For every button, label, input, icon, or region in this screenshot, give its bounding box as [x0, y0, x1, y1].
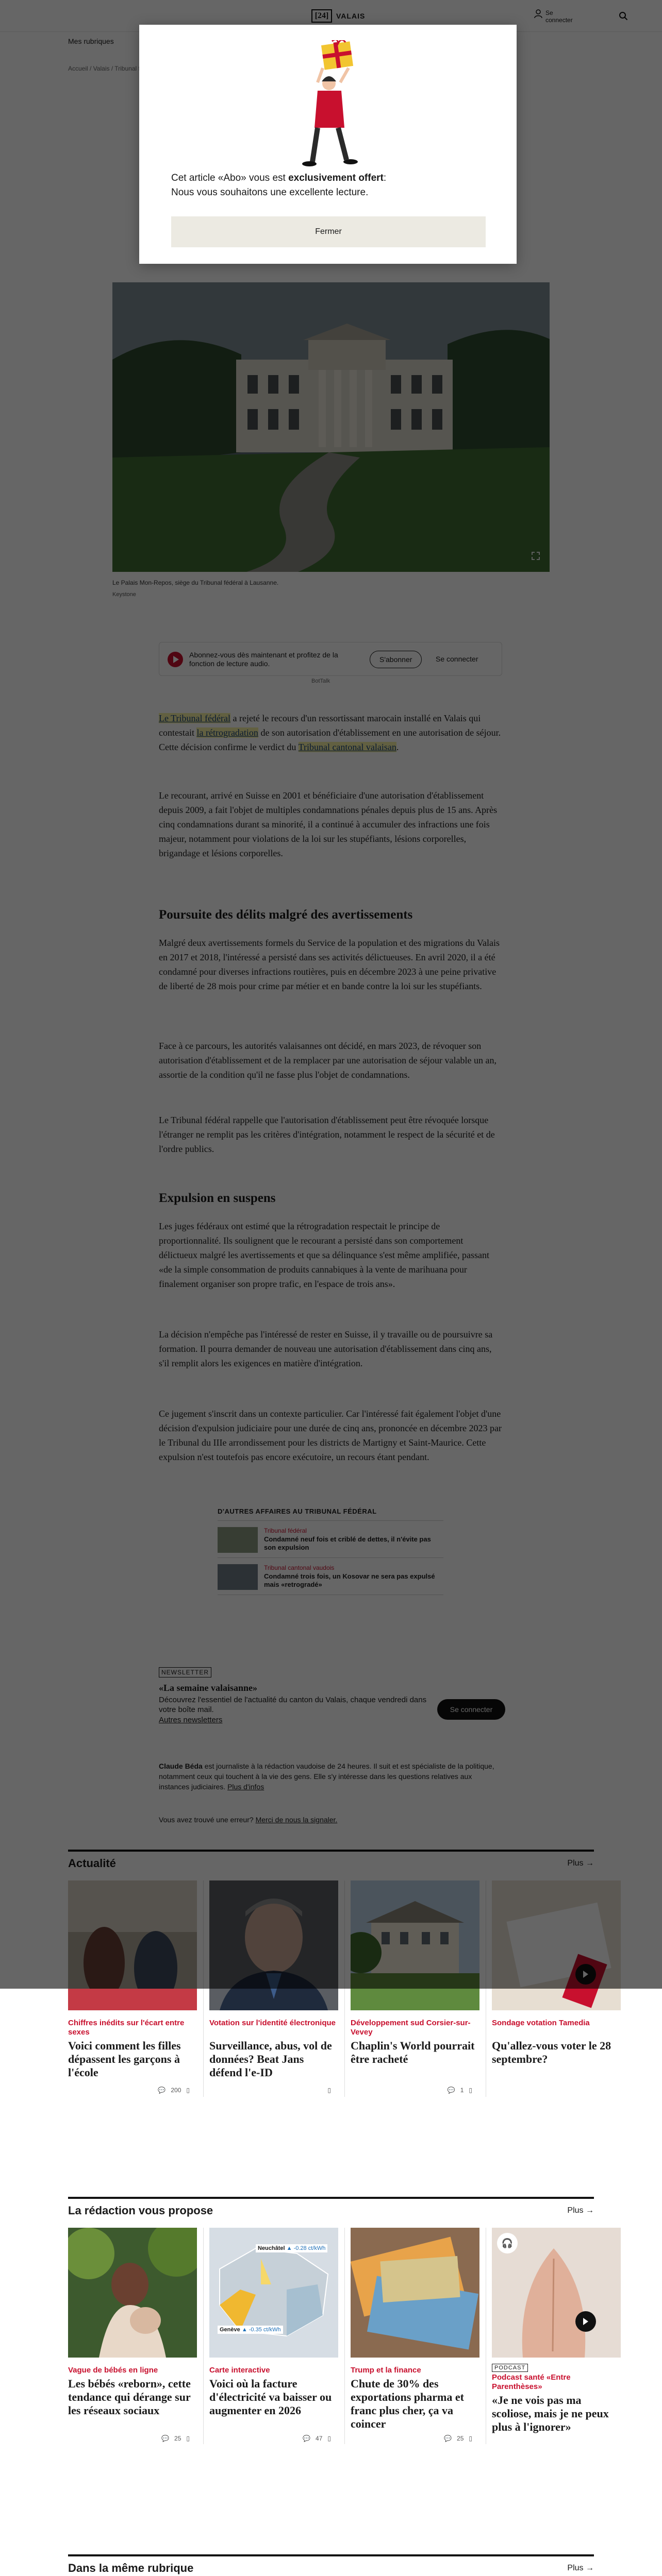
article-card[interactable] — [492, 2228, 621, 2449]
section-header — [68, 2197, 594, 2222]
modal-subtext: Nous vous souhaitons une excellente lecture. — [171, 187, 369, 198]
card-title: Surveillance, abus, vol de données? Beat Jans défend l'e-ID — [209, 2039, 332, 2079]
modal-text-bold: exclusivement offert — [288, 173, 384, 183]
card-kicker: Sondage votation Tamedia — [492, 2019, 590, 2027]
article-card[interactable] — [351, 2228, 479, 2449]
map-city-2: Genève — [220, 2327, 240, 2333]
card-carousel — [68, 2228, 662, 2449]
card-meta — [303, 2435, 331, 2442]
carousel-next-button[interactable] — [575, 2311, 596, 2332]
card-title: Chaplin's World pourrait être racheté — [351, 2039, 475, 2065]
card-image — [351, 2228, 479, 2358]
gift-illustration-icon — [287, 40, 369, 169]
card-title: Chute de 30% des exportations pharma et franc plus cher, ça va coincer — [351, 2377, 464, 2430]
article-card[interactable] — [68, 2228, 197, 2449]
bookmark-icon[interactable]: ▯ — [327, 2435, 331, 2442]
card-title: Qu'allez-vous voter le 28 septembre? — [492, 2039, 611, 2065]
comment-count: 47 — [316, 2435, 323, 2442]
modal-message — [171, 171, 491, 200]
card-title: Voici comment les filles dépassent les garçons à l'école — [68, 2039, 181, 2079]
map-label-1 — [256, 2244, 327, 2252]
card-image — [492, 2228, 621, 2358]
comment-icon: 💬 — [158, 2087, 166, 2094]
comment-count: 25 — [174, 2435, 181, 2442]
card-meta — [327, 2087, 331, 2094]
section-rubrique — [68, 2554, 594, 2576]
section-title: La rédaction vous propose — [68, 2204, 213, 2217]
card-meta — [158, 2087, 190, 2094]
section-title: Dans la même rubrique — [68, 2562, 194, 2574]
bookmark-icon[interactable]: ▯ — [327, 2087, 331, 2094]
comment-icon: 💬 — [444, 2435, 452, 2442]
card-meta — [161, 2435, 190, 2442]
map-label-2 — [218, 2326, 283, 2334]
card-title: Voici où la facture d'électricité va baisser ou augmenter en 2026 — [209, 2377, 332, 2417]
card-kicker: Carte interactive — [209, 2366, 270, 2375]
card-separator — [203, 2228, 204, 2444]
card-meta — [448, 2087, 472, 2094]
map-value-2: ▲ -0.35 ct/kWh — [241, 2327, 281, 2333]
comment-count: 200 — [171, 2087, 181, 2094]
map-value-1: ▲ -0.28 ct/kWh — [286, 2245, 326, 2251]
comment-count: 1 — [460, 2087, 464, 2094]
section-more-link[interactable] — [567, 2564, 594, 2573]
card-kicker: Chiffres inédits sur l'écart entre sexes — [68, 2019, 185, 2037]
section-redaction — [68, 2197, 609, 2442]
section-header — [68, 2554, 594, 2576]
card-kicker: Développement sud Corsier-sur-Vevey — [351, 2019, 471, 2037]
bookmark-icon[interactable]: ▯ — [469, 2435, 472, 2442]
arrow-right-icon: → — [586, 2206, 594, 2215]
card-kicker: Trump et la finance — [351, 2366, 421, 2375]
headphones-icon: 🎧 — [497, 2233, 518, 2253]
card-kicker: Podcast santé «Entre Parenthèses» — [492, 2373, 571, 2391]
card-meta — [444, 2435, 472, 2442]
comment-count: 25 — [457, 2435, 464, 2442]
more-label: Plus — [567, 2564, 584, 2572]
comment-icon: 💬 — [303, 2435, 311, 2442]
modal-text-prefix: Cet article «Abo» vous est — [171, 173, 289, 183]
comment-icon: 💬 — [447, 2087, 455, 2094]
arrow-right-icon: → — [586, 2564, 594, 2572]
card-kicker: Vague de bébés en ligne — [68, 2366, 158, 2375]
card-title: Les bébés «reborn», cette tendance qui dérange sur les réseaux sociaux — [68, 2377, 191, 2417]
card-title: «Je ne vois pas ma scoliose, mais je ne peux plus à l'ignorer» — [492, 2394, 609, 2433]
card-image — [209, 2228, 338, 2358]
section-more-link[interactable] — [567, 2206, 594, 2215]
podcast-badge-wrap — [492, 2363, 528, 2372]
modal-text-suffix: : — [383, 173, 387, 183]
bookmark-icon[interactable]: ▯ — [469, 2087, 472, 2094]
card-kicker: Votation sur l'identité électronique — [209, 2019, 336, 2027]
modal-close-button[interactable]: Fermer — [171, 216, 486, 247]
card-separator — [344, 2228, 345, 2444]
article-card[interactable] — [209, 2228, 338, 2449]
gift-article-modal — [139, 25, 517, 264]
bookmark-icon[interactable]: ▯ — [186, 2087, 190, 2094]
comment-icon: 💬 — [161, 2435, 170, 2442]
podcast-badge: PODCAST — [492, 2364, 528, 2372]
card-image — [68, 2228, 197, 2358]
more-label: Plus — [567, 2206, 584, 2215]
bookmark-icon[interactable]: ▯ — [186, 2435, 190, 2442]
map-city-1: Neuchâtel — [258, 2245, 285, 2251]
